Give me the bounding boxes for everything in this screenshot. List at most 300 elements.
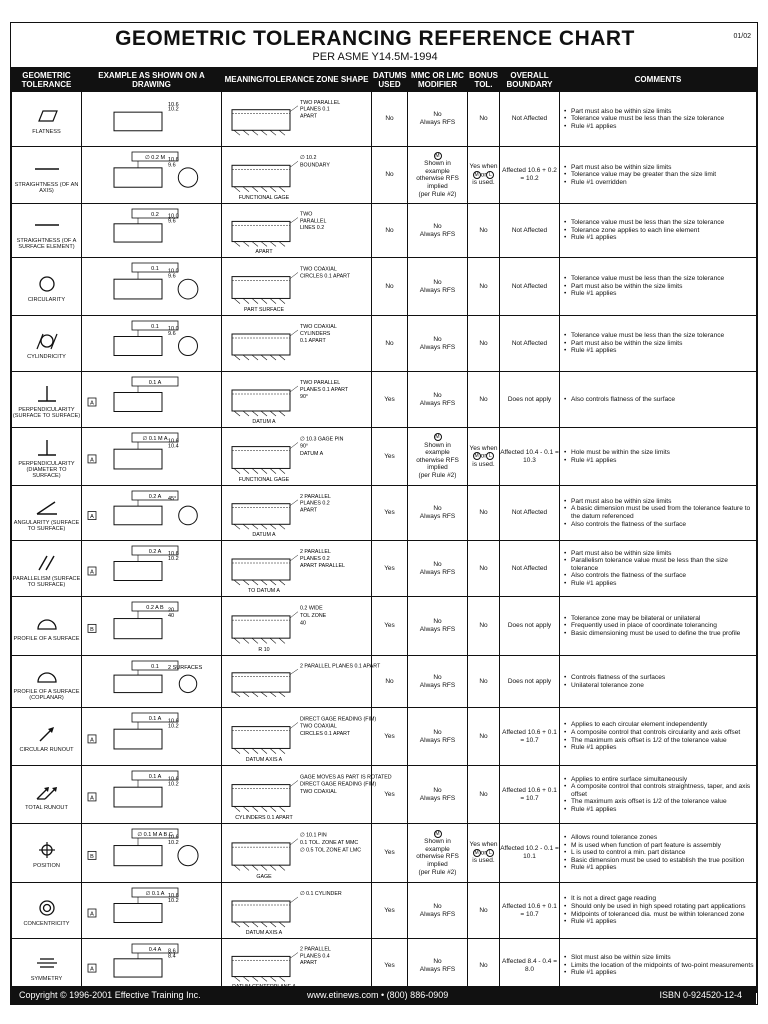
comments-cell (560, 541, 757, 597)
comments-list (560, 498, 756, 528)
hatch-line (261, 241, 267, 246)
bonus-value: No (479, 226, 488, 234)
zone-label-2: PLANES 0.2 (299, 555, 330, 562)
end-view-circle (178, 336, 197, 355)
zone-shape-cell (222, 656, 380, 708)
boundary-cell: Affected 8.4 - 0.4 = 8.0 (500, 939, 560, 993)
feature-control-text: 0.2 (150, 211, 159, 218)
zone-label-3: 0.1 APART (299, 337, 326, 344)
boundary-cell: Affected 10.6 + 0.1 = 10.7 (500, 883, 560, 939)
feature-control-text: 0.1 A (148, 773, 161, 780)
table-row (12, 428, 757, 486)
modifier-line: implied (427, 464, 448, 472)
bonus-value: No (479, 282, 488, 290)
modifier-cell (408, 258, 468, 316)
datums-cell: No (372, 147, 408, 204)
zone-drawing (224, 544, 370, 594)
hatch-line (234, 186, 240, 191)
datums-cell: No (372, 204, 408, 258)
zone-label-4: DATUM A (251, 418, 276, 425)
feature-control-text: ∅ 0.1 M A (142, 435, 167, 442)
zone-label-2: TOL ZONE (299, 612, 326, 619)
comments-cell (560, 656, 757, 708)
modifier-line: Always RFS (419, 343, 456, 351)
tolerance-name: CYLINDRICITY (27, 353, 66, 360)
hatch-line (270, 411, 276, 416)
comments-list (560, 275, 756, 298)
hatch-line (234, 865, 240, 870)
hatch-line (234, 692, 240, 697)
zone-leader (290, 330, 298, 336)
hatch-line (261, 922, 267, 927)
end-view-circle (178, 167, 197, 186)
modifier-cell (408, 92, 468, 147)
table-row (12, 824, 757, 883)
hatch-line (270, 130, 276, 135)
zone-label-4: DATUM AXIS A (245, 929, 282, 936)
table-row (12, 766, 757, 824)
hatch-line (261, 748, 267, 753)
example-drawing-cell (82, 204, 222, 258)
example-drawing-cell (82, 92, 222, 147)
comments-list (560, 332, 756, 355)
example-drawing (84, 886, 220, 936)
zone-leader (290, 105, 298, 111)
concentricity-icon (27, 897, 67, 919)
comment-item: • A composite control that controls straightness, taper, and axis offset (564, 783, 754, 798)
comments-list (560, 550, 756, 588)
hatch-line (252, 186, 258, 191)
hatch-line (243, 524, 249, 529)
comment-item: • Rule #1 applies (564, 347, 754, 355)
comment-item: • Frequently used in place of coordinate tolerancing (564, 622, 754, 630)
modifier-line: Shown in (424, 160, 451, 168)
comment-item: • Should only be used in high speed rotating part applications (564, 903, 754, 911)
datums-cell: Yes (372, 883, 408, 939)
comments-cell (560, 147, 757, 204)
table-row (12, 597, 757, 656)
example-drawing-cell (82, 883, 222, 939)
boundary-cell: Affected 10.6 + 0.1 = 10.7 (500, 766, 560, 824)
zone-label-2: PARALLEL (299, 217, 326, 224)
profile-coplanar-icon (27, 665, 67, 687)
bonus-line: is used. (472, 179, 495, 187)
bonus-value: No (479, 790, 488, 798)
comment-item: • Rule #1 applies (564, 234, 754, 242)
datums-cell: No (372, 92, 408, 147)
zone-label-3: LINES 0.2 (299, 224, 324, 231)
datum-letter: A (89, 966, 94, 973)
table-row (12, 147, 757, 204)
comment-item: • Tolerance value may be greater than the size limit (564, 171, 754, 179)
dimension-lower: 10.2 (167, 106, 179, 113)
hatch-line (243, 411, 249, 416)
comment-item: • Parallelism tolerance value must be less than the size tolerance (564, 557, 754, 572)
comment-item: • Part must also be within size limits (564, 164, 754, 172)
zone-label-1: TWO COAXIAL (299, 265, 337, 272)
modifier-line: example (425, 167, 450, 175)
zone-part-outline (232, 784, 290, 806)
zone-drawing (224, 319, 370, 369)
modifier-line: No (433, 278, 442, 286)
zone-label-1: 2 PARALLEL (299, 946, 331, 953)
hatch-line (243, 298, 249, 303)
modifier-line: Always RFS (419, 568, 456, 576)
comments-cell (560, 824, 757, 883)
end-view-circle (178, 506, 197, 525)
flatness-icon (27, 105, 67, 127)
straightness-surface-icon (27, 214, 67, 236)
footer-bar (11, 986, 756, 1004)
dimension-lower: 10.2 (167, 555, 179, 562)
dimension-upper: 10.6 (167, 156, 179, 163)
tolerance-name: ANGULARITY (SURFACE TO SURFACE) (13, 520, 80, 532)
zone-part-outline (232, 901, 290, 922)
modifier-line: (per Rule #2) (418, 190, 457, 198)
feature-control-text: 0.1 (150, 663, 159, 670)
modifier-cell (408, 597, 468, 656)
comment-item: • Tolerance value must be less than the size tolerance (564, 275, 754, 283)
mmc-circle-icon: M (474, 453, 479, 460)
zone-label-1: TWO COAXIAL (299, 323, 337, 330)
hatch-line (243, 922, 249, 927)
hatch-line (252, 524, 258, 529)
table-row (12, 656, 757, 708)
dimension-upper: 8.6 (167, 948, 176, 955)
zone-shape-cell (222, 486, 372, 541)
zone-part-outline (232, 109, 290, 130)
dimension-lower: 8.4 (167, 952, 176, 959)
comment-item: • Controls flatness of the surfaces (564, 674, 754, 682)
modifier-cell (408, 372, 468, 428)
table-row (12, 708, 757, 766)
hatch-line (270, 298, 276, 303)
comment-item: • Part must also be within size limits (564, 108, 754, 116)
hatch-line (270, 922, 276, 927)
modifier-line: example (425, 845, 450, 853)
hatch-line (261, 355, 267, 360)
bonus-value: No (479, 115, 488, 123)
table-row (12, 486, 757, 541)
modifier-line: No (433, 111, 442, 119)
hatch-line (270, 692, 276, 697)
modifier-cell (408, 656, 468, 708)
dimension-lower: 10.2 (167, 897, 179, 904)
comment-item: • Rule #1 applies (564, 457, 754, 465)
hatch-line (234, 130, 240, 135)
zone-label-2: PLANES 0.1 (299, 106, 330, 113)
circularity-icon (27, 273, 67, 295)
modifier-cell (408, 708, 468, 766)
tolerance-name: SYMMETRY (30, 975, 63, 982)
page-title: GEOMETRIC TOLERANCING REFERENCE CHART (115, 27, 635, 50)
example-drawing (84, 769, 220, 821)
zone-drawing (224, 942, 370, 990)
part-outline (114, 561, 162, 580)
hatch-line (261, 638, 267, 643)
angularity-icon (27, 496, 67, 518)
dimension-upper: 10.6 (167, 437, 179, 444)
part-outline (114, 618, 162, 638)
comment-item: • Also controls the flatness of the surface (564, 572, 754, 580)
example-drawing (84, 544, 220, 594)
tolerance-name: CIRCULAR RUNOUT (19, 746, 74, 753)
zone-label-1: TWO PARALLEL (299, 379, 340, 386)
example-drawing-cell (82, 939, 222, 993)
zone-leader (290, 722, 298, 728)
zone-shape-cell (222, 541, 372, 597)
modifier-cell (408, 883, 468, 939)
example-drawing-cell (82, 428, 222, 486)
comment-item: • Basic dimensioning must be used to define the true profile (564, 630, 754, 638)
comment-item: • Also controls the flatness of the surface (564, 521, 754, 529)
bonus-cell (468, 824, 500, 883)
example-drawing (84, 600, 220, 653)
hatch-line (243, 692, 249, 697)
modifier-line: Always RFS (419, 626, 456, 633)
feature-control-text: ∅ 0.1 M A B C (136, 831, 173, 838)
modifier-line: example (425, 449, 450, 457)
col-header-bonus: BONUS TOL. (468, 68, 500, 92)
zone-shape-cell (222, 428, 372, 486)
hatch-line (279, 806, 285, 811)
end-view-circle (178, 279, 198, 299)
zone-label-2: 0.1 TOL. ZONE AT MMC (299, 839, 358, 846)
comments-cell (560, 258, 757, 316)
comment-item: • Midpoints of toleranced dia. must be within toleranced zone (564, 911, 754, 919)
tolerance-cell (12, 428, 82, 486)
zone-label-3: CIRCLES 0.1 APART (299, 730, 350, 737)
tolerance-name: PROFILE OF A SURFACE (13, 636, 80, 642)
modifier-line: No (433, 222, 442, 230)
comments-cell (560, 939, 757, 993)
zone-label-1: TWO PARALLEL (299, 99, 340, 106)
feature-control-text: 0.1 A (148, 379, 161, 386)
zone-label-1: 2 PARALLEL PLANES 0.1 APART (299, 662, 380, 669)
datums-cell: Yes (372, 939, 408, 993)
end-view-circle (177, 845, 197, 865)
parallelism-icon (27, 552, 67, 574)
part-outline (114, 223, 162, 241)
datum-letter: A (89, 456, 94, 463)
example-drawing (84, 827, 220, 880)
modifier-cell (408, 766, 468, 824)
hatch-line (252, 468, 258, 473)
hatch-line (261, 298, 267, 303)
modifier-cell (408, 316, 468, 372)
modifier-line: No (433, 335, 442, 343)
comments-list (560, 108, 756, 131)
hatch-line (243, 241, 249, 246)
comment-item: • Tolerance value must be less than the size tolerance (564, 115, 754, 123)
zone-shape-cell (222, 147, 372, 204)
dimension-upper: 20 (167, 607, 174, 614)
footer-contact: www.etinews.com • (800) 886-0909 (307, 990, 449, 1000)
hatch-line (243, 638, 249, 643)
hatch-line (279, 976, 285, 981)
bonus-value: No (479, 509, 488, 517)
zone-shape-cell (222, 824, 372, 883)
zone-label-2: PLANES 0.1 APART (299, 386, 348, 393)
table-row (12, 258, 757, 316)
comment-item: • A composite control that controls circularity and axis offset (564, 729, 754, 737)
comments-cell (560, 883, 757, 939)
dimension-upper: 10.6 (167, 775, 179, 782)
profile-surface-icon (27, 612, 67, 634)
position-icon (27, 839, 67, 861)
example-drawing-cell (82, 766, 222, 824)
zone-label-3: APART (299, 507, 317, 514)
tolerance-cell (12, 147, 82, 204)
table-header-row (12, 68, 757, 92)
comment-item: • Rule #1 applies (564, 806, 754, 814)
zone-label-1: TWO (299, 211, 312, 218)
zone-label-1: 0.2 WIDE (299, 605, 323, 612)
lmc-circle-icon: L (486, 849, 494, 857)
zone-shape-cell (222, 597, 372, 656)
comment-item: • Rule #1 applies (564, 290, 754, 298)
zone-drawing (224, 827, 370, 880)
zone-label-4: APART (254, 248, 273, 255)
example-drawing (84, 431, 220, 483)
zone-label-4: DATUM A (251, 531, 276, 538)
page-subtitle: PER ASME Y14.5M-1994 (312, 51, 438, 63)
tolerance-table (11, 67, 757, 993)
hatch-line (243, 355, 249, 360)
hatch-line (243, 130, 249, 135)
bonus-value: No (479, 677, 488, 685)
zone-label-1: DIRECT GAGE READING (FIM) (299, 715, 376, 722)
lmc-circle-icon: L (486, 452, 494, 460)
zone-label-1: 2 PARALLEL (299, 548, 331, 555)
zone-shape-cell (222, 883, 372, 939)
zone-drawing (224, 207, 370, 255)
zone-part-outline (232, 503, 290, 524)
zone-label-4: DATUM AXIS A (245, 756, 282, 763)
dimension-lower: 10.2 (167, 781, 179, 788)
part-outline (114, 506, 162, 525)
feature-control-text: 0.2 A B (145, 604, 164, 611)
zone-drawing (224, 375, 370, 425)
boundary-cell: Affected 10.6 + 0.1 = 10.7 (500, 708, 560, 766)
hatch-line (261, 976, 267, 981)
comments-list (560, 834, 756, 872)
reference-chart-page (10, 22, 758, 1005)
modifier-line: (per Rule #2) (418, 868, 457, 876)
comments-cell (560, 92, 757, 147)
hatch-line (279, 355, 285, 360)
hatch-line (234, 468, 240, 473)
table-row (12, 204, 757, 258)
hatch-line (243, 580, 249, 585)
cylindricity-icon (27, 330, 67, 352)
comment-item: • It is not a direct gage reading (564, 895, 754, 903)
comment-item: • Rule #1 applies (564, 744, 754, 752)
datums-cell: No (372, 316, 408, 372)
part-outline (114, 903, 162, 922)
hatch-line (252, 411, 258, 416)
tolerance-cell (12, 92, 82, 147)
modifier-line: Always RFS (419, 119, 456, 126)
dimension-lower: 40 (167, 612, 174, 619)
zone-part-outline (232, 334, 290, 355)
tolerance-name: PERPENDICULARITY (SURFACE TO SURFACE) (12, 406, 81, 419)
zone-shape-cell (222, 708, 376, 766)
example-drawing-cell (82, 597, 222, 656)
hatch-line (252, 922, 258, 927)
bonus-line: Yes when (469, 163, 498, 171)
part-outline (114, 449, 162, 469)
zone-part-outline (232, 726, 290, 748)
hatch-line (261, 806, 267, 811)
comment-item: • Part must also be within the size limits (564, 340, 754, 348)
zone-label-1: 2 PARALLEL (299, 493, 331, 500)
comment-item: • Rule #1 overridden (564, 179, 754, 187)
zone-leader (290, 161, 298, 167)
example-drawing (84, 319, 220, 369)
boundary-cell: Does not apply (500, 372, 560, 428)
part-outline (114, 392, 162, 411)
zone-leader (290, 499, 298, 505)
bonus-cell (468, 92, 500, 147)
hatch-line (270, 865, 276, 870)
tolerance-name: POSITION (33, 863, 60, 869)
mmc-circle-icon: M (435, 152, 440, 159)
hatch-line (270, 638, 276, 643)
modifier-cell (408, 147, 468, 204)
example-drawing (84, 942, 220, 990)
table-body (12, 92, 757, 993)
zone-drawing (224, 711, 376, 763)
zone-label-2: BOUNDARY (299, 161, 330, 168)
dimension-upper: 10.6 (167, 101, 179, 108)
hatch-line (261, 468, 267, 473)
modifier-line: No (433, 728, 442, 736)
part-outline (114, 336, 162, 355)
hatch-line (252, 580, 258, 585)
zone-label-3: 40 (299, 619, 306, 626)
bonus-cell (468, 656, 500, 708)
hatch-line (252, 692, 258, 697)
comment-item: • Rule #1 applies (564, 580, 754, 588)
hatch-line (279, 748, 285, 753)
hatch-line (252, 806, 258, 811)
zone-label-3: APART PARALLEL (299, 562, 345, 569)
modifier-line: No (433, 560, 442, 568)
bonus-value: No (479, 732, 488, 740)
hatch-line (270, 241, 276, 246)
part-outline (114, 675, 162, 692)
zone-label-1: ∅ 10.3 GAGE PIN (299, 435, 343, 442)
hatch-line (252, 638, 258, 643)
example-drawing (84, 375, 220, 425)
hatch-line (270, 186, 276, 191)
example-drawing-cell (82, 656, 222, 708)
zone-leader (290, 669, 298, 675)
comment-item: • Part must also be within size limits (564, 498, 754, 506)
hatch-line (252, 355, 258, 360)
zone-leader (290, 386, 298, 392)
bonus-cell (468, 258, 500, 316)
comments-cell (560, 597, 757, 656)
comment-item: • Allows round tolerance zones (564, 834, 754, 842)
boundary-cell: Not Affected (500, 541, 560, 597)
comments-list (560, 674, 756, 689)
hatch-line (234, 411, 240, 416)
hatch-line (279, 692, 285, 697)
hatch-line (270, 748, 276, 753)
bonus-cell (468, 597, 500, 656)
